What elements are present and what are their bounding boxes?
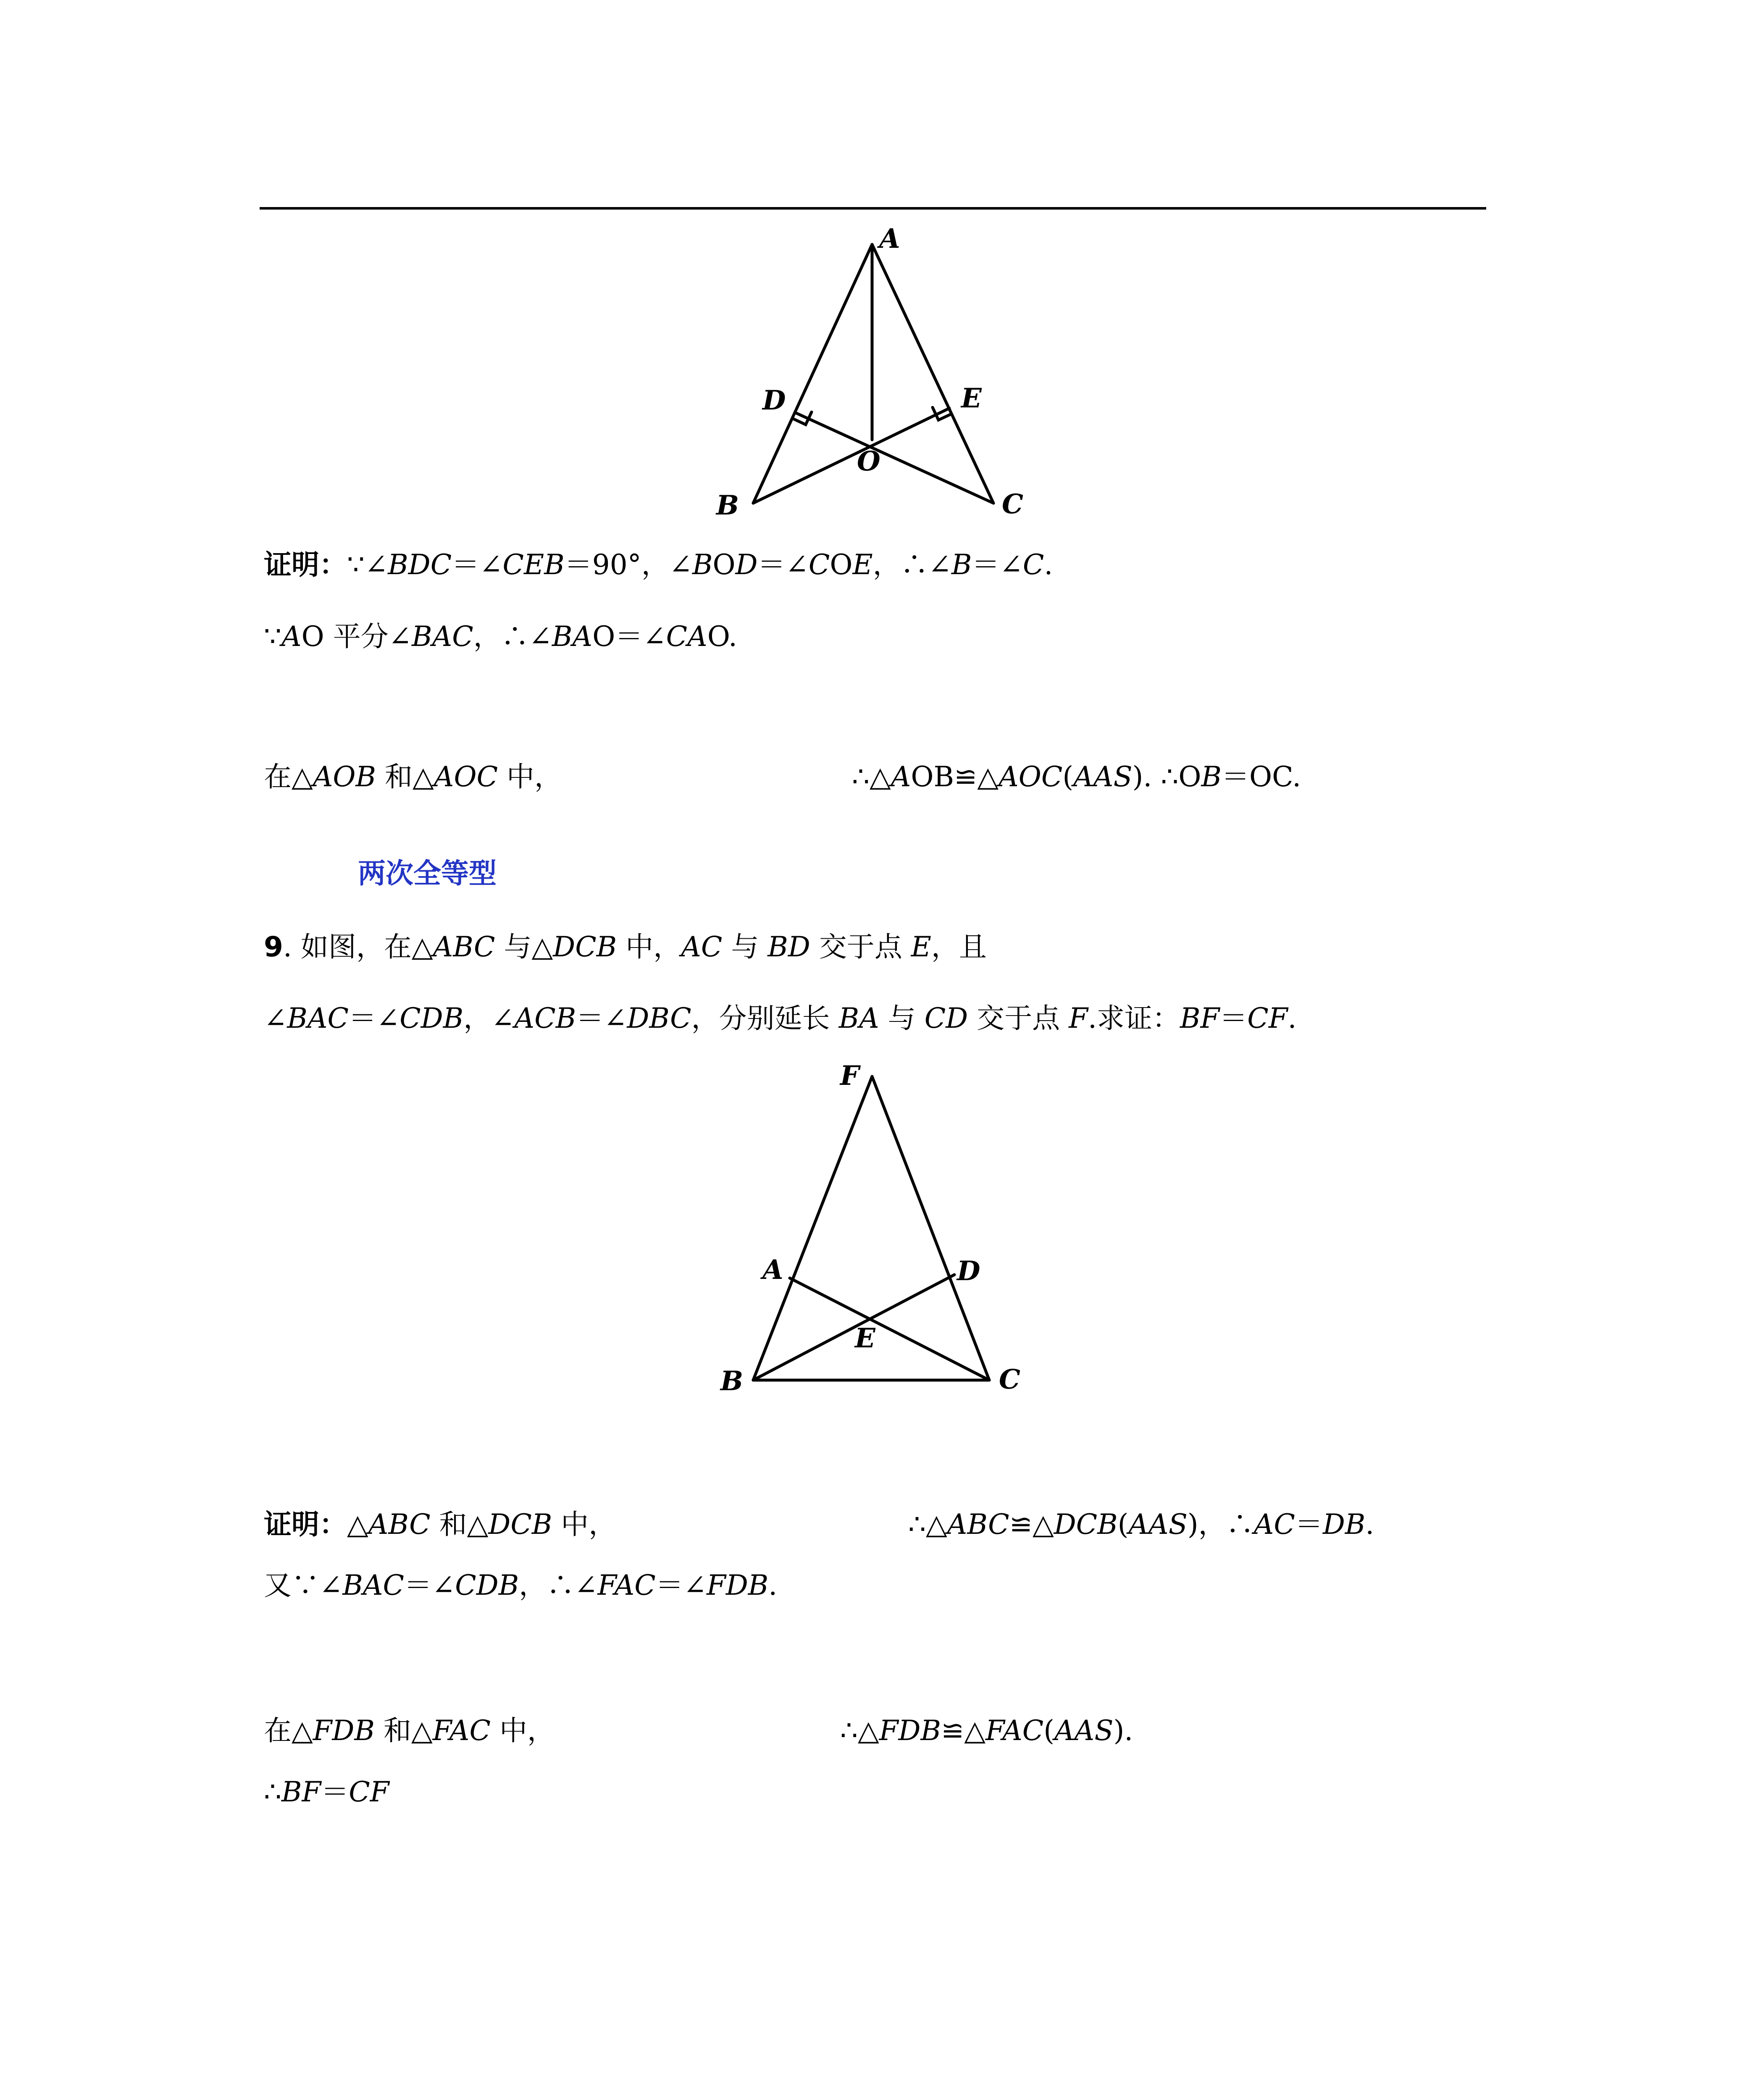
math: DCB [1054,1508,1118,1541]
proof2-line1a [264,1508,616,1541]
math: B [692,549,713,581]
math: FDB [879,1714,941,1747]
text: ＝∠ [452,549,503,581]
text: 和△ [430,1508,489,1541]
math: C [808,549,830,581]
math: ACB [514,1002,576,1034]
math: D [735,549,758,581]
text: 与 [879,1002,925,1034]
text: 在△ [264,761,313,793]
label-C: C [999,1364,1020,1395]
proof2-line1b [908,1508,1374,1541]
math: DCB [488,1508,552,1541]
math: E [911,931,931,963]
proof-label: 证明： [264,1508,347,1541]
math: AAS [1073,761,1133,793]
text: ＝∠ [972,549,1023,581]
math: BAC [287,1002,349,1034]
math: ABC [368,1508,431,1541]
math: FAC [985,1714,1044,1747]
text: ∴△ [852,761,891,793]
math: AAS [1054,1714,1114,1747]
label-C: C [1002,488,1023,520]
text: O 平分∠ [301,620,412,653]
math: ABC [947,1508,1009,1541]
text: ＝ [1295,1508,1323,1541]
section-heading: 两次全等型 [358,857,497,890]
math: CEB [502,549,565,581]
math: BF [1180,1002,1220,1034]
text: 与△ [495,931,553,963]
text: ，∴∠ [519,1569,598,1601]
math: B [951,549,972,581]
text: . [1288,1002,1297,1034]
math: AC [1253,1508,1295,1541]
math: A [891,761,911,793]
text: ∠ [264,1002,287,1034]
text: ，∠ [463,1002,515,1034]
segment-BD [753,1275,954,1380]
text: ，∴∠ [473,620,552,653]
proof2-line3a [264,1714,555,1748]
proof-label: 证明： [264,549,347,581]
segment-FC [872,1076,989,1380]
text: 与 [722,931,768,963]
text: 在△ [264,1714,313,1747]
text: ＝∠ [655,1569,707,1601]
label-D: D [957,1255,980,1287]
text: ). ∴O [1132,761,1201,793]
text: )，∴ [1187,1508,1254,1541]
text: ∴△ [908,1508,947,1541]
label-A: A [879,223,900,255]
label-E: E [961,383,982,414]
text: ＝ [1219,1002,1248,1034]
label-O: O [857,446,880,477]
math: BAC [412,620,473,653]
label-F: F [840,1060,859,1092]
math: BA [552,620,593,653]
math: BDC [388,549,452,581]
text: ＝∠ [576,1002,627,1034]
math: FDB [707,1569,769,1601]
text: . [1365,1508,1374,1541]
text: ). [1113,1714,1133,1747]
math: BAC [342,1569,404,1601]
text: . [1044,549,1053,581]
proof2-line3b [840,1714,1133,1748]
math: CF [349,1776,389,1808]
text: ＝90°，∠ [564,549,693,581]
math: AOC [434,761,498,793]
text: ＝ [321,1776,349,1808]
text: O＝∠ [592,620,666,653]
math: DB [1322,1508,1366,1541]
math: C [1022,549,1044,581]
text: ∴△ [840,1714,879,1747]
text: 中， [617,931,681,963]
math: BA [838,1002,879,1034]
math: CDB [455,1569,519,1601]
text: ≌△ [1009,1508,1054,1541]
text: O [712,549,736,581]
label-B: B [720,1365,744,1397]
math: AC [681,931,723,963]
math: AOC [999,761,1063,793]
text: 和△ [376,761,434,793]
math: CD [924,1002,968,1034]
proof2-line4 [264,1775,389,1809]
proof2-line2 [264,1569,777,1602]
text: ，且 [931,931,987,963]
text: ( [1117,1508,1129,1541]
label-D: D [762,385,786,416]
text: OB≌△ [911,761,999,793]
label-E: E [855,1323,875,1354]
math: FDB [313,1714,375,1747]
text: ∴ [264,1776,281,1808]
math: CDB [399,1002,464,1034]
math: AAS [1128,1508,1188,1541]
text: ( [1043,1714,1055,1747]
label-B: B [716,490,739,521]
text: 和△ [374,1714,433,1747]
text: ∵ [264,620,281,653]
label-A: A [762,1254,783,1286]
text: 中， [490,1714,555,1747]
text: . 如图，在△ [283,931,433,963]
math: FAC [597,1569,656,1601]
problem-number: 9 [264,931,283,963]
math: CF [1247,1002,1288,1034]
text: ，∴∠ [872,549,951,581]
math: CA [666,620,707,653]
text: .求证： [1088,1002,1180,1034]
text: 中， [552,1508,617,1541]
text: ＝∠ [404,1569,455,1601]
text: ≌△ [941,1714,986,1747]
text: O [830,549,853,581]
math: F [1069,1002,1088,1034]
math: DBC [627,1002,691,1034]
math: AOB [313,761,376,793]
segment-AC [790,1278,989,1380]
math: FAC [432,1714,491,1747]
math: BF [281,1776,321,1808]
math: DCB [553,931,617,963]
math: ABC [433,931,495,963]
math: B [1201,761,1222,793]
text: ∵∠ [347,549,388,581]
math: BD [767,931,810,963]
text: O. [707,620,738,653]
text: △ [347,1508,368,1541]
text: ，分别延长 [691,1002,839,1034]
text: ＝∠ [348,1002,400,1034]
text: 交于点 [810,931,911,963]
text: 中， [498,761,562,793]
text: ( [1062,761,1074,793]
segment-FB [753,1076,872,1380]
math: E [852,549,873,581]
text: 交于点 [968,1002,1069,1034]
text: . [768,1569,778,1601]
text: ＝OC. [1222,761,1301,793]
math: A [281,620,302,653]
text: 又∵∠ [264,1569,343,1601]
text: ＝∠ [757,549,809,581]
